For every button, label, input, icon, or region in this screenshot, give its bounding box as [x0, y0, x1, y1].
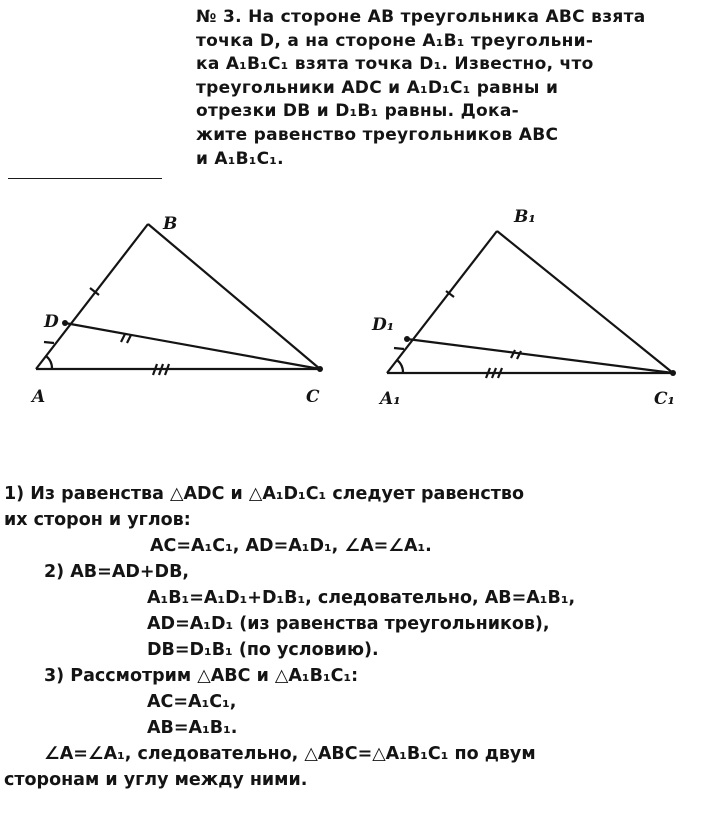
angle-a1-arc	[397, 360, 403, 373]
tick-ad	[44, 342, 54, 343]
tick-d1c1-1	[511, 350, 515, 358]
point-d1	[404, 336, 410, 342]
problem-line-4: треугольники ADC и A₁D₁C₁ равны и	[196, 77, 559, 98]
point-c	[317, 366, 323, 372]
problem-line-1: № 3. На стороне AB треугольника ABC взята	[196, 7, 646, 27]
problem-line-2: точка D, а на стороне A₁B₁ треугольни-	[196, 30, 594, 51]
segment-dc	[65, 323, 320, 369]
problem-line-7: и A₁B₁C₁.	[196, 148, 284, 169]
solution	[4, 481, 704, 793]
solution-step1-line2: их сторон и углов:	[4, 510, 191, 530]
solution-step2-line3: AD=A₁D₁ (из равенства треугольников),	[147, 614, 550, 634]
label-b: B	[163, 214, 178, 234]
problem-line-5: отрезки DB и D₁B₁ равны. Дока-	[196, 101, 519, 122]
tick-a1d1	[394, 348, 404, 349]
problem-line-6: жите равенство треугольников ABC	[196, 124, 559, 145]
angle-a-arc	[46, 356, 52, 369]
point-d	[62, 320, 68, 326]
label-b1: B₁	[514, 207, 536, 227]
problem-number: № 3.	[196, 7, 242, 27]
solution-conclusion-line2: сторонам и углу между ними.	[4, 770, 308, 790]
triangle-abc	[36, 224, 320, 375]
label-a1: A₁	[380, 389, 401, 409]
problem-line-3: ка A₁B₁C₁ взята точка D₁. Известно, что	[196, 54, 594, 75]
tick-dc-1	[121, 334, 125, 342]
point-c1	[670, 370, 676, 376]
tick-dc-2	[127, 335, 131, 343]
solution-step1-line1: 1) Из равенства △ADC и △A₁D₁C₁ следует равенство	[4, 484, 525, 504]
label-d: D	[44, 312, 59, 332]
solution-step3-eq2: AB=A₁B₁.	[147, 718, 238, 738]
label-c: C	[306, 387, 320, 407]
label-c1: C₁	[654, 389, 675, 409]
solution-step1-equalities: AC=A₁C₁, AD=A₁D₁, ∠A=∠A₁.	[150, 536, 432, 556]
segment-d1c1	[407, 339, 673, 373]
side-a1b1	[387, 231, 497, 373]
label-a: A	[32, 387, 46, 407]
solution-step3-eq1: AC=A₁C₁,	[147, 692, 237, 712]
triangle-a1b1c1	[387, 231, 673, 378]
side-ab	[36, 224, 148, 369]
label-d1: D₁	[372, 315, 395, 335]
solution-step2-line1: 2) AB=AD+DB,	[44, 562, 190, 582]
solution-conclusion-line1: ∠A=∠A₁, следовательно, △ABC=△A₁B₁C₁ по двум	[44, 744, 536, 764]
solution-step3-line1: 3) Рассмотрим △ABC и △A₁B₁C₁:	[44, 666, 359, 686]
side-bc	[148, 224, 320, 369]
side-b1c1	[497, 231, 673, 373]
solution-step2-line2: A₁B₁=A₁D₁+D₁B₁, следовательно, AB=A₁B₁,	[147, 588, 576, 608]
solution-step2-line4: DB=D₁B₁ (по условию).	[147, 640, 379, 660]
